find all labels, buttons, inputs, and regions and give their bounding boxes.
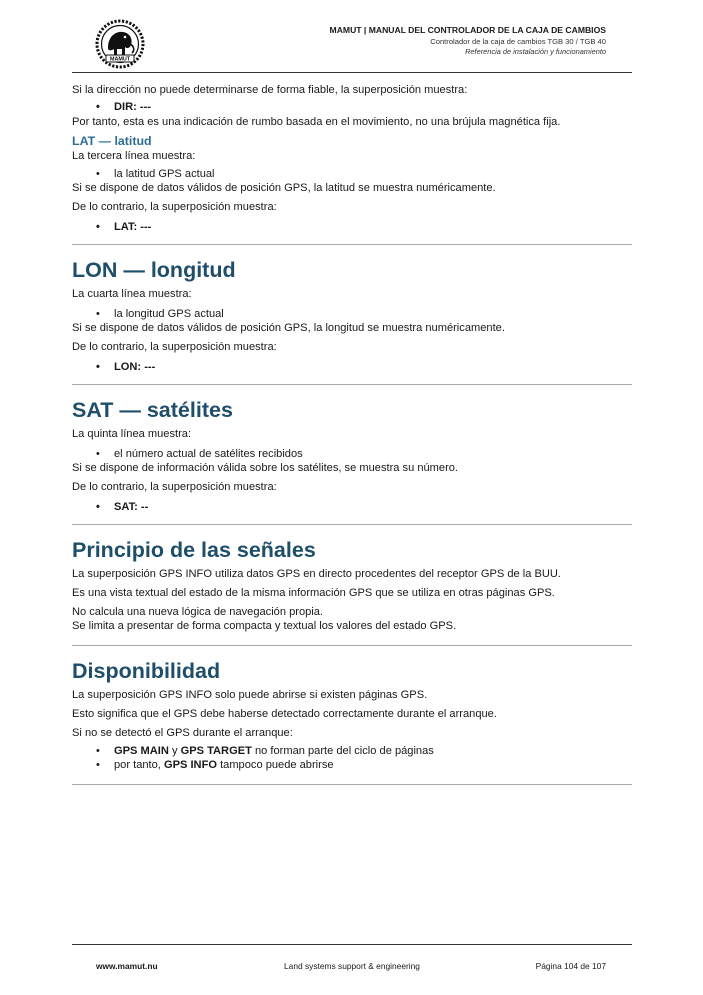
paragraph: Por tanto, esta es una indicación de rumbo basada en el movimiento, no una brújula magnética fija. [72,116,561,128]
section-heading-lon: LON — longitud [72,258,236,282]
page-footer [72,944,632,975]
section-heading-sat: SAT — satélites [72,398,233,422]
list-item: • la latitud GPS actual [98,167,632,181]
header-title: MAMUT | MANUAL DEL CONTROLADOR DE LA CAJA DE CAMBIOS [329,25,606,35]
footer-website-link[interactable]: www.mamut.nu [96,961,158,971]
paragraph: La tercera línea muestra: [72,150,196,162]
paragraph: No calcula una nueva lógica de navegación propia. [72,606,324,618]
section-divider [72,645,632,646]
bullet-list [72,744,632,772]
svg-text:MAMUT: MAMUT [109,56,131,63]
list-item: • el número actual de satélites recibidos [98,447,632,461]
paragraph: La quinta línea muestra: [72,428,192,440]
bullet-list [72,500,632,514]
paragraph: Si se dispone de datos válidos de posición GPS, la longitud se muestra numéricamente. [72,322,505,334]
list-item: • por tanto, GPS INFO tampoco puede abrirse [98,758,632,772]
page-content [72,83,632,785]
footer-page-number: Página 104 de 107 [535,961,606,971]
list-item: • GPS MAIN y GPS TARGET no forman parte del ciclo de páginas [98,744,632,758]
section-divider [72,524,632,525]
paragraph: La superposición GPS INFO utiliza datos GPS en directo procedentes del receptor GPS de la BUU. [72,568,561,580]
list-item: • DIR: --- [98,100,632,114]
list-item: • LAT: --- [98,220,632,234]
section-divider [72,384,632,385]
list-item: • la longitud GPS actual [98,307,632,321]
paragraph: La superposición GPS INFO solo puede abrirse si existen páginas GPS. [72,689,428,701]
bullet-list [72,360,632,374]
bullet-list [72,100,632,114]
section-heading-signals: Principio de las señales [72,538,316,562]
section-divider [72,244,632,245]
paragraph: Es una vista textual del estado de la misma información GPS que se utiliza en otras páginas GPS. [72,587,555,599]
paragraph: De lo contrario, la superposición muestra: [72,201,277,213]
paragraph: Se limita a presentar de forma compacta y textual los valores del estado GPS. [72,620,457,632]
section-heading-lat: LAT — latitud [72,134,152,148]
section-heading-availability: Disponibilidad [72,659,221,683]
header-subtitle: Controlador de la caja de cambios TGB 30 / TGB 40 [430,37,606,46]
bullet-list [72,167,632,181]
page-header [72,14,632,73]
paragraph: Si se dispone de datos válidos de posición GPS, la latitud se muestra numéricamente. [72,182,496,194]
bullet-list [72,307,632,321]
section-divider [72,784,632,785]
bullet-list [72,447,632,461]
header-subtitle-italic: Referencia de instalación y funcionamiento [465,47,606,56]
bullet-list [72,220,632,234]
list-item: • SAT: -- [98,500,632,514]
paragraph: Esto significa que el GPS debe haberse detectado correctamente durante el arranque. [72,708,497,720]
paragraph: Si se dispone de información válida sobre los satélites, se muestra su número. [72,462,459,474]
paragraph: La cuarta línea muestra: [72,288,192,300]
paragraph: Si la dirección no puede determinarse de forma fiable, la superposición muestra: [72,84,468,96]
paragraph: De lo contrario, la superposición muestra: [72,481,277,493]
footer-tagline: Land systems support & engineering [284,961,420,971]
list-item: • LON: --- [98,360,632,374]
paragraph: Si no se detectó el GPS durante el arranque: [72,727,293,739]
paragraph: De lo contrario, la superposición muestra: [72,341,277,353]
mamut-logo [94,18,146,70]
